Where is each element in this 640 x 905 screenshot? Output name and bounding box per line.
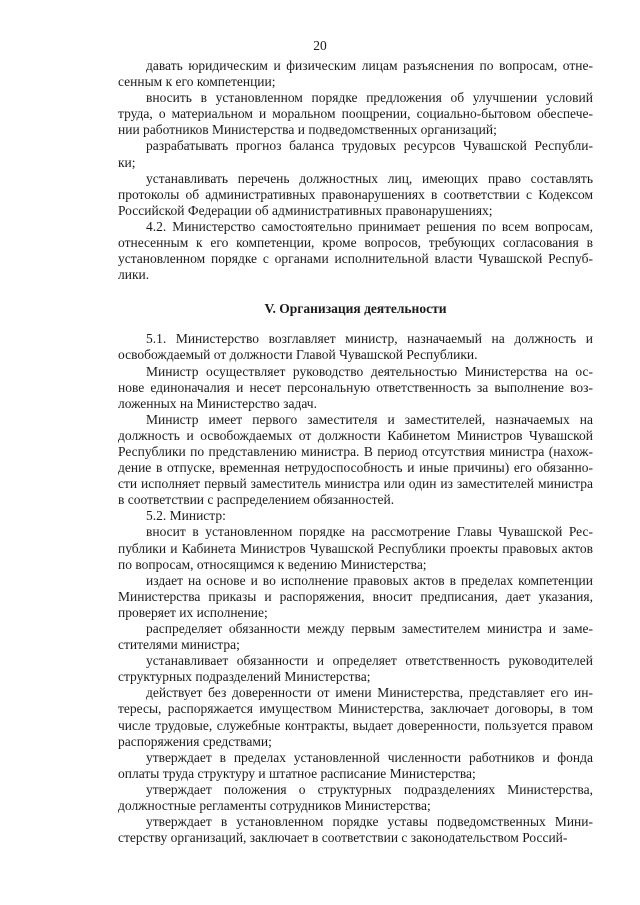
paragraph-line: числе трудовые, служебные контракты, выдает доверенности, пользуется правом <box>118 717 593 733</box>
paragraph-line: ки; <box>118 154 136 170</box>
paragraph-line: по вопросам, относящимся к ведению Министерства; <box>118 556 427 572</box>
paragraph-line: распоряжения средствами; <box>118 733 272 749</box>
paragraph-first-line: издает на основе и во исполнение правовых актов в пределах компетенции <box>146 572 593 588</box>
paragraph-line: публики и Кабинета Министров Чувашской Республики проекты правовых актов <box>118 540 593 556</box>
paragraph-line: оплаты труда структуру и штатное расписание Министерства; <box>118 765 476 781</box>
paragraph-first-line: давать юридическим и физическим лицам разъяснения по вопросам, отне- <box>146 58 593 73</box>
paragraph-line: стерству организаций, заключает в соответствии с законодательством Россий- <box>118 830 568 846</box>
paragraph-first-line: устанавливает обязанности и определяет ответственность руководителей <box>146 653 593 669</box>
paragraph-first-line: утверждает положения о структурных подразделениях Министерства, <box>146 781 593 797</box>
paragraph-first-line: вносит в установленном порядке на рассмотрение Главы Чувашской Рес- <box>146 524 593 540</box>
section-heading: V. Организация деятельности <box>264 301 447 317</box>
paragraph-line: протоколы об административных правонарушениях в соответствии с Кодексом <box>118 186 593 202</box>
paragraph-first-line: вносить в установленном порядке предложения об улучшении условий <box>146 90 593 106</box>
spacer <box>118 283 593 301</box>
paragraph-first-line: устанавливать перечень должностных лиц, имеющих право составлять <box>146 170 593 186</box>
paragraph-first-line: Министр имеет первого заместителя и заместителей, назначаемых на <box>146 411 593 427</box>
paragraph-line: должностные регламенты сотрудников Министерства; <box>118 798 431 814</box>
paragraph-line: проверяет их исполнение; <box>118 604 268 620</box>
paragraph-line: нове единоначалия и несет персональную ответственность за выполнение воз- <box>118 379 593 395</box>
body-text <box>118 58 593 846</box>
paragraph-line: стителями министра; <box>118 637 240 653</box>
paragraph-first-line: распределяет обязанности между первым заместителем министра и заме- <box>146 621 593 636</box>
paragraph-line: в соответствии с распределением обязанностей. <box>118 492 395 508</box>
paragraph-line: сти исполняет первый заместитель министра или один из заместителей министра <box>118 476 593 492</box>
paragraph-first-line: утверждает в пределах установленной численности работников и фонда <box>146 749 593 765</box>
page-number: 20 <box>313 38 327 53</box>
paragraph-line: дение в отпуске, временная нетрудоспособность и иные причины) его обязанно- <box>118 460 593 476</box>
paragraph-line: тересы, распоряжается имуществом Министерства, заключает договоры, в том <box>118 701 593 717</box>
paragraph-first-line: действует без доверенности от имени Министерства, представляет его ин- <box>146 685 593 701</box>
paragraph-line: структурных подразделений Министерства; <box>118 669 371 685</box>
spacer <box>118 317 593 331</box>
paragraph-first-line: утверждает в установленном порядке уставы подведомственных Мини- <box>146 814 593 830</box>
paragraph-line: труда, о материальном и моральном поощрении, социально-бытовом обеспече- <box>118 106 593 122</box>
paragraph-line: установленном порядке с органами исполнительной власти Чувашской Респуб- <box>118 251 593 267</box>
paragraph-line: Российской Федерации об административных правонарушениях; <box>118 202 493 218</box>
paragraph-line: лики. <box>118 267 150 283</box>
paragraph-first-line: 4.2. Министерство самостоятельно принимает решения по всем вопросам, <box>146 218 593 234</box>
paragraph-line: отнесенным к его компетенции, кроме вопросов, требующих согласования в <box>118 235 593 251</box>
paragraph-line: нии работников Министерства и подведомственных организаций; <box>118 122 497 138</box>
paragraph-line: Министерства приказы и распоряжения, вносит предписания, дает указания, <box>118 588 593 604</box>
paragraph-line: сенным к его компетенции; <box>118 74 276 90</box>
paragraph-line: ложенных на Министерство задач. <box>118 395 317 411</box>
paragraphs-before-section <box>118 58 593 283</box>
paragraph-first-line: разрабатывать прогноз баланса трудовых ресурсов Чувашской Республи- <box>146 138 593 154</box>
paragraph-first-line: Министр осуществляет руководство деятельностью Министерства на ос- <box>146 363 593 379</box>
paragraphs-section-v <box>118 331 593 846</box>
paragraph-line: освобождаемый от должности Главой Чувашской Республики. <box>118 347 478 363</box>
paragraph-line: Республики по представлению министра. В период отсутствия министра (нахож- <box>118 443 593 459</box>
paragraph-line: должность и освобождаемых от должности Кабинетом Министров Чувашской <box>118 427 593 443</box>
paragraph-first-line: 5.2. Министр: <box>146 508 226 524</box>
paragraph-first-line: 5.1. Министерство возглавляет министр, назначаемый на должность и <box>146 331 593 347</box>
